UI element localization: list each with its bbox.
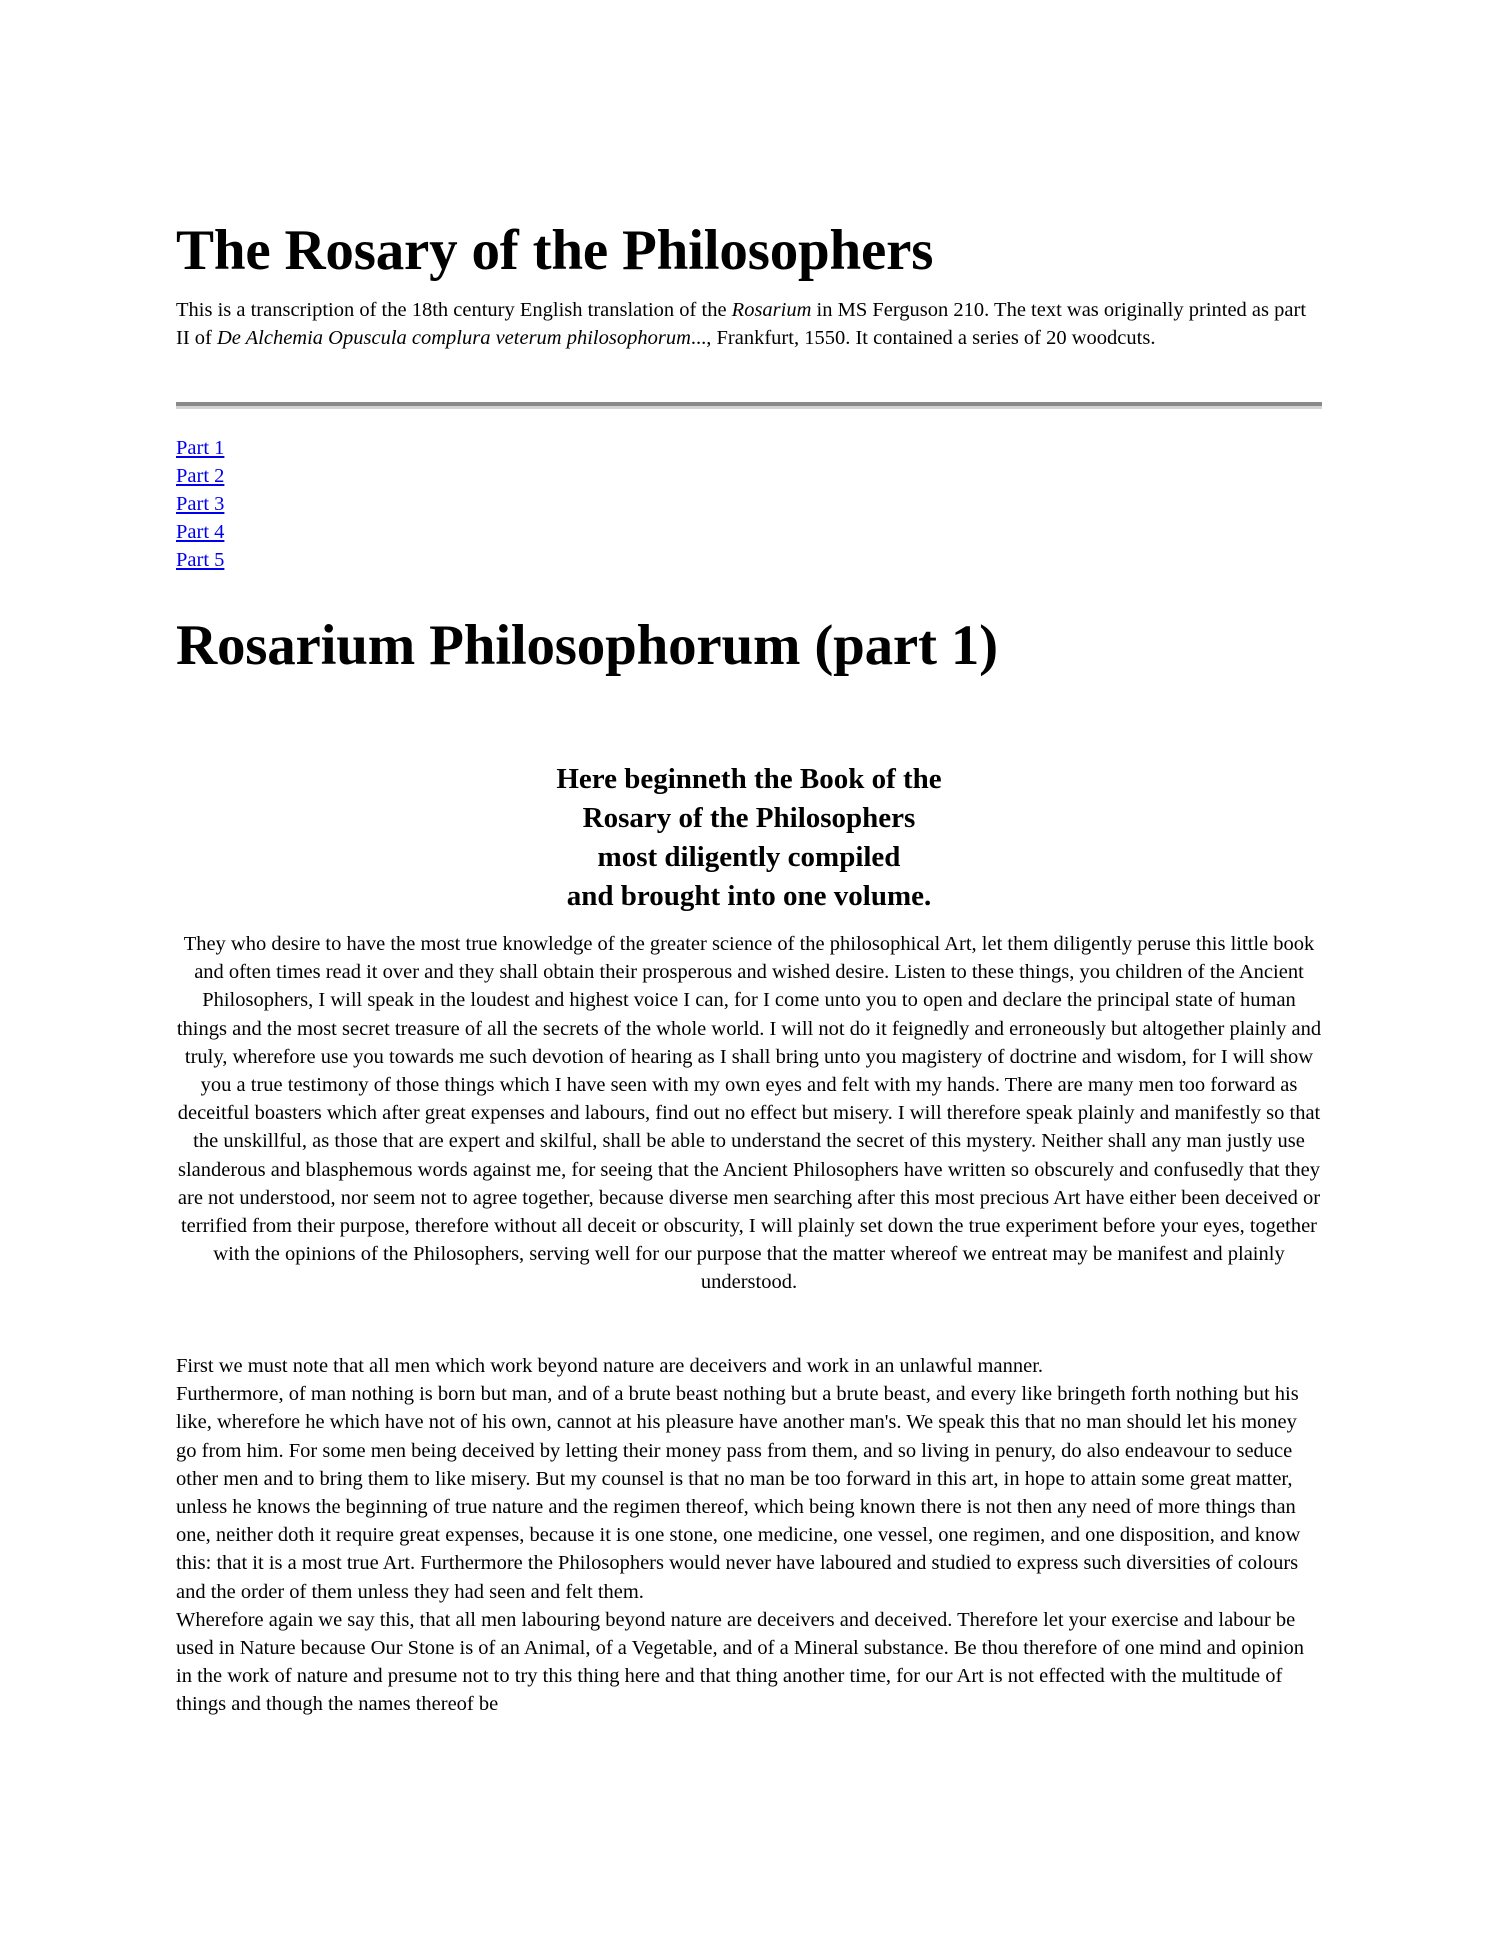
intro-text: in MS Ferguson 210. The text was originally printed as part II of [176, 299, 1307, 349]
body-paragraph: Furthermore, of man nothing is born but man, and of a brute beast nothing but a brute beast, and every like bringeth forth nothing but his like, wherefore he which have not of his own, cannot at his pleasure have another man's. We speak this that no man should let his money go from him. For some men being deceived by letting their money pass from them, and so living in penury, do also endeavour to seduce other men and to bring them to like misery. But my counsel is that no man be too forward in this art, in hope to attain some great matter, unless he knows the beginning of true nature and the regimen thereof, which being known there is not then any need of more things than one, neither doth it require great expenses, because it is one stone, one medicine, one vessel, one regimen, and one disposition, and know this: that it is a most true Art. Furthermore the Philosophers would never have laboured and studied to express such diversities of colours and the order of them unless they had seen and felt them. [176, 1383, 1301, 1603]
intro-paragraph [176, 296, 1322, 352]
section-subtitle [176, 760, 1322, 916]
part-link-item [176, 518, 224, 546]
subtitle-line: and brought into one volume. [566, 880, 932, 912]
part-link-item [176, 546, 224, 574]
body-paragraph: First we must note that all men which work beyond nature are deceivers and work in an unlawful manner. [176, 1355, 1044, 1377]
part-3-link[interactable]: Part 3 [176, 493, 225, 515]
part-4-link[interactable]: Part 4 [176, 521, 225, 543]
page-title: The Rosary of the Philosophers [176, 219, 934, 282]
part-links-list [176, 434, 224, 574]
horizontal-rule [176, 402, 1322, 409]
subtitle-line: Rosary of the Philosophers [582, 802, 916, 834]
intro-text: ..., Frankfurt, 1550. It contained a series of 20 woodcuts. [690, 327, 1156, 349]
part-5-link[interactable]: Part 5 [176, 549, 225, 571]
part-link-item [176, 462, 224, 490]
subtitle-line: Here beginneth the Book of the [556, 763, 942, 795]
body-text [176, 1352, 1322, 1719]
intro-italic-rosarium: Rosarium [731, 299, 812, 321]
part-1-link[interactable]: Part 1 [176, 437, 225, 459]
part-link-item [176, 434, 224, 462]
intro-italic-book-title: De Alchemia Opuscula complura veterum philosophorum [216, 327, 691, 349]
body-paragraph: Wherefore again we say this, that all men labouring beyond nature are deceivers and deceived. Therefore let your exercise and labour be used in Nature because Our Stone is of an Animal, of a Vegetable, and of a Mineral substance. Be thou therefore of one mind and opinion in the work of nature and presume not to try this thing here and that thing another time, for our Art is not effected with the multitude of things and though the names thereof be [176, 1608, 1304, 1716]
centered-paragraph: They who desire to have the most true knowledge of the greater science of the philosophical Art, let them diligently peruse this little book and often times read it over and they shall obtain their prosperous and wished desire. Listen to these things, you children of the Ancient Philosophers, I will speak in the loudest and highest voice I can, for I come unto you to open and declare the principal state of human things and the most secret treasure of all the secrets of the whole world. I will not do it feignedly and erroneously but altogether plainly and truly, wherefore use you towards me such devotion of hearing as I shall bring unto you magistery of doctrine and wisdom, for I will show you a true testimony of those things which I have seen with my own eyes and felt with my hands. There are many men too forward as deceitful boasters which after great expenses and labours, find out no effect but misery. I will therefore speak plainly and manifestly so that the unskillful, as those that are expert and skilful, shall be able to understand the secret of this mystery. Neither shall any man justly use slanderous and blasphemous words against me, for seeing that the Ancient Philosophers have written so obscurely and confusedly that they are not understood, nor seem not to agree together, because diverse men searching after this most precious Art have either been deceived or terrified from their purpose, therefore without all deceit or obscurity, I will plainly set down the true experiment before your eyes, together with the opinions of the Philosophers, serving well for our purpose that the matter whereof we entreat may be manifest and plainly understood. [176, 933, 1322, 1294]
part-2-link[interactable]: Part 2 [176, 465, 225, 487]
subtitle-line: most diligently compiled [597, 841, 901, 873]
part-link-item [176, 490, 224, 518]
section-title: Rosarium Philosophorum (part 1) [176, 614, 998, 677]
intro-text: This is a transcription of the 18th century English translation of the [176, 299, 732, 321]
